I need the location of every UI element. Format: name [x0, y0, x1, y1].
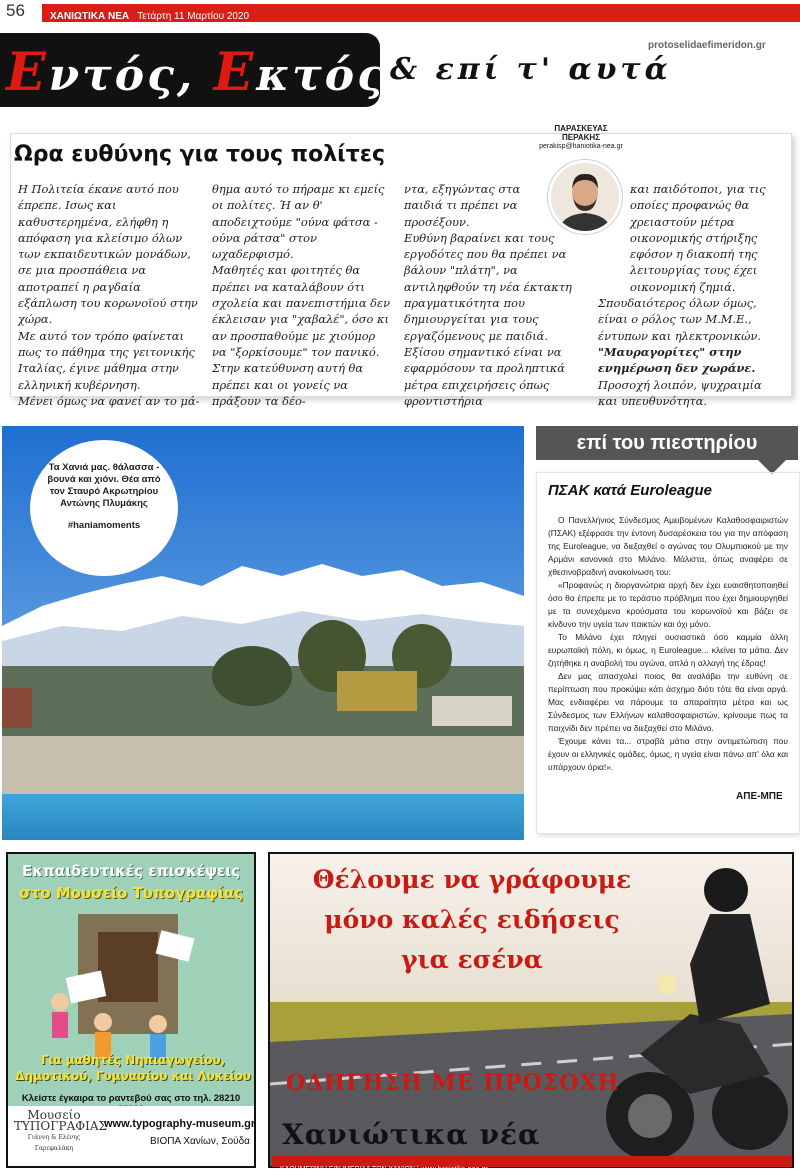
highlight-quote: "Μαυραγορίτες" στην ενημέρωση δεν χωράνε. — [598, 344, 756, 376]
article-column-3: ντα, εξηγώντας στα παιδιά τι πρέπει να προσέξουν. Ευθύνη βαραίνει και τους εργοδότες που θα πρέπει να βάλουν "πλάτη", να αντιληφθούν τη νέα έκτακτη πραγματικότητα που δημιουργείται για τους εργαζόμενους με παιδιά. Εξίσου σημαντικό είναι να εφαρμόσουν τα προληπτικά μέτρα επιχειρήσεις όπως φροντιστήρια — [404, 182, 572, 408]
photo-hashtag: #haniamoments — [67, 520, 141, 531]
photo-caption-bubble — [30, 440, 178, 576]
museum-ad-title: Εκπαιδευτικές επισκέψεις στο Μουσείο Τυπογραφίας — [18, 862, 244, 902]
museum-website-link[interactable]: www.typography-museum.gr — [104, 1118, 256, 1130]
article-column-1: Η Πολιτεία έκανε αυτό που έπρεπε. Ισως και καθυστερημένα, ελήφθη η απόφαση για κλείσιμο όλων των εκπαιδευτικών μονάδων, σε μια προσπάθεια να αποτραπεί η ραγδαία εξάπλωση του κορωνοϊού στην χώρα. Με αυτό τον τρόπο φαίνεται πως το πάθημα της γειτονικής Ιταλίας, έγινε μάθημα στην ελληνική κυβέρνηση. Μένει όμως να φανεί αν το μά- — [18, 182, 200, 408]
author-name: ΠΑΡΑΣΚΕΥΑΣ ΠΕΡΑΚΗΣ — [554, 124, 608, 142]
author-byline — [536, 124, 626, 150]
author-email: perakisp@haniotika-nea.gr — [539, 143, 623, 150]
museum-ad-contact: Κλείστε έγκαιρα το ραντεβού σας στο τηλ. 28210 — [21, 1093, 241, 1104]
section-banner-title: Εντός, Εκτός... — [6, 42, 442, 103]
ad-slogan: Θέλουμε να γράφουμε μόνο καλές ειδήσεις για εσένα — [312, 865, 632, 974]
newspaper-logo: Χανιώτικα νέα — [282, 1118, 541, 1151]
museum-address: ΒΙΟΠΑ Χανίων, Σούδα — [150, 1136, 250, 1147]
press-body: Ο Πανελλήνιος Σύνδεσμος Αμειβομένων Καλαθοσφαιριστών (ΠΣΑΚ) εξέφρασε την έντονη δυσαρέσκεια του για την απόφαση της Euroleague, να διεξαχθεί ο αγώνας του Ολυμπιακού με την Αρμάνι κανονικά στο Μιλάνο. Μάλιστα, όπως αναφέρει σε χθεσινοβραδινή ανακοίνωση του: «Προφανώς η διοργανώτρια αρχή δεν έχει ευαισθητοποιηθεί όσο θα έπρεπε με το τεράστιο πρόβλημα που έχει δημιουργηθεί με τα συνεχόμενα κρούσματα του κορωνοϊού και βάζει σε κίνδυνο την υγεία των παικτών και όχι μόνο. Το Μιλάνο έχει πληγεί ουσιαστικά όσο καμμία άλλη ευρωπαϊκή πόλη, κι όμως, η Euroleague... κλείνει τα μάτια. Δεν ζητήθηκε η αναβολή του αγώνα, απλά η αλλαγή της έδρας! Δεν μας απασχολεί ποιος θα αναλάβει την ευθύνη σε περίπτωση που προκύψει κάτι άσχημο διότι τότε θα είναι αργά. Μας ενδιαφέρει να πάρουμε τα απαραίτητα μέτρα και ως Σύνδεσμος των Ελλήνων καλαθοσφαιριστών, κρίνουμε πως τα παιχνίδι δεν πρέπει να διεξαχθεί στο Μιλάνο. Έχουμε κάνει τα... στραβά μάτια στην αντιμετώπιση που έχουν οι ελληνικές ομάδες, όμως, η υγεία είναι πάνω απ' όλα και υπάρχουν όρια!». — [548, 515, 788, 772]
press-signature: ΑΠΕ-ΜΠΕ — [736, 791, 783, 802]
press-section-header: επί του πιεστηρίου — [536, 426, 798, 460]
section-banner-subtitle: & επί τ' αυτά — [390, 52, 672, 87]
museum-ad-audience: Για μαθητές Νηπιαγωγείου, Δημοτικού, Γυμνασίου και Λυκείου — [15, 1053, 251, 1083]
press-headline: ΠΣΑΚ κατά Euroleague — [548, 482, 712, 499]
header-bar — [42, 4, 800, 22]
page-number: 56 — [6, 1, 25, 20]
issue-date: Τετάρτη 11 Μαρτίου 2020 — [137, 11, 250, 22]
ad-safe-driving-message: ΟΔΗΓΗΣΗ ΜΕ ΠΡΟΣΟΧΗ — [286, 1070, 620, 1096]
article-column-4: και παιδότοποι, για τις οποίες προφανώς θα χρειαστούν μέτρα οικονομικής στήριξης εφόσον η διακοπή της λειτουργίας τους έχει οικονομική ζημιά. Σπουδαιότερος όλων όμως, είναι ο ρόλος των Μ.Μ.Ε., έντυπων και ηλεκτρονικών. "Μαυραγορίτες" στην ενημέρωση δεν χωράνε. Προσοχή λοιπόν, ψυχραιμία και υπευθυνότητα. — [598, 182, 766, 408]
museum-logo: Μουσείο ΤΥΠΟΓΡΑΦΙΑΣ Γιάννη & Ελένης Γαρεφαλάκη — [14, 1108, 108, 1152]
photo-caption: Τα Χανιά μας. θάλασσα - βουνά και χιόνι. Θέα από τον Σταυρό Ακρωτηρίου Αντώνης Πλυμάκης — [47, 462, 161, 509]
source-site: protoselidaefimeridon.gr — [648, 40, 766, 51]
article-column-2: θημα αυτό το πήραμε κι εμείς οι πολίτες. Ή αν θ' αποδειχτούμε "ούνα φάτσα - ούνα ράτσα" στον ωχαδερφισμό. Μαθητές και φοιτητές θα πρέπει να καταλάβουν ότι σχολεία και πανεπιστήμια δεν έκλεισαν για "χαβαλέ", όσο κι αν προσπαθούμε με χιούμορ να "ξορκίσουμε" τον πανικό. Στην κατεύθυνση αυτή θα πρέπει και οι γονείς να πράξουν τα δέο- — [212, 182, 391, 408]
publication-name: ΧΑΝΙΩΤΙΚΑ ΝΕΑ — [50, 11, 130, 22]
opinion-headline: Ωρα ευθύνης για τους πολίτες — [14, 142, 386, 167]
newspaper-footer-bar: ΚΑΘΗΜΕΡΙΝΗ ΕΦΗΜΕΡΙΔΑ ΤΩΝ ΧΑΝΙΩΝ | www.haniotika-nea.gr — [272, 1156, 792, 1167]
